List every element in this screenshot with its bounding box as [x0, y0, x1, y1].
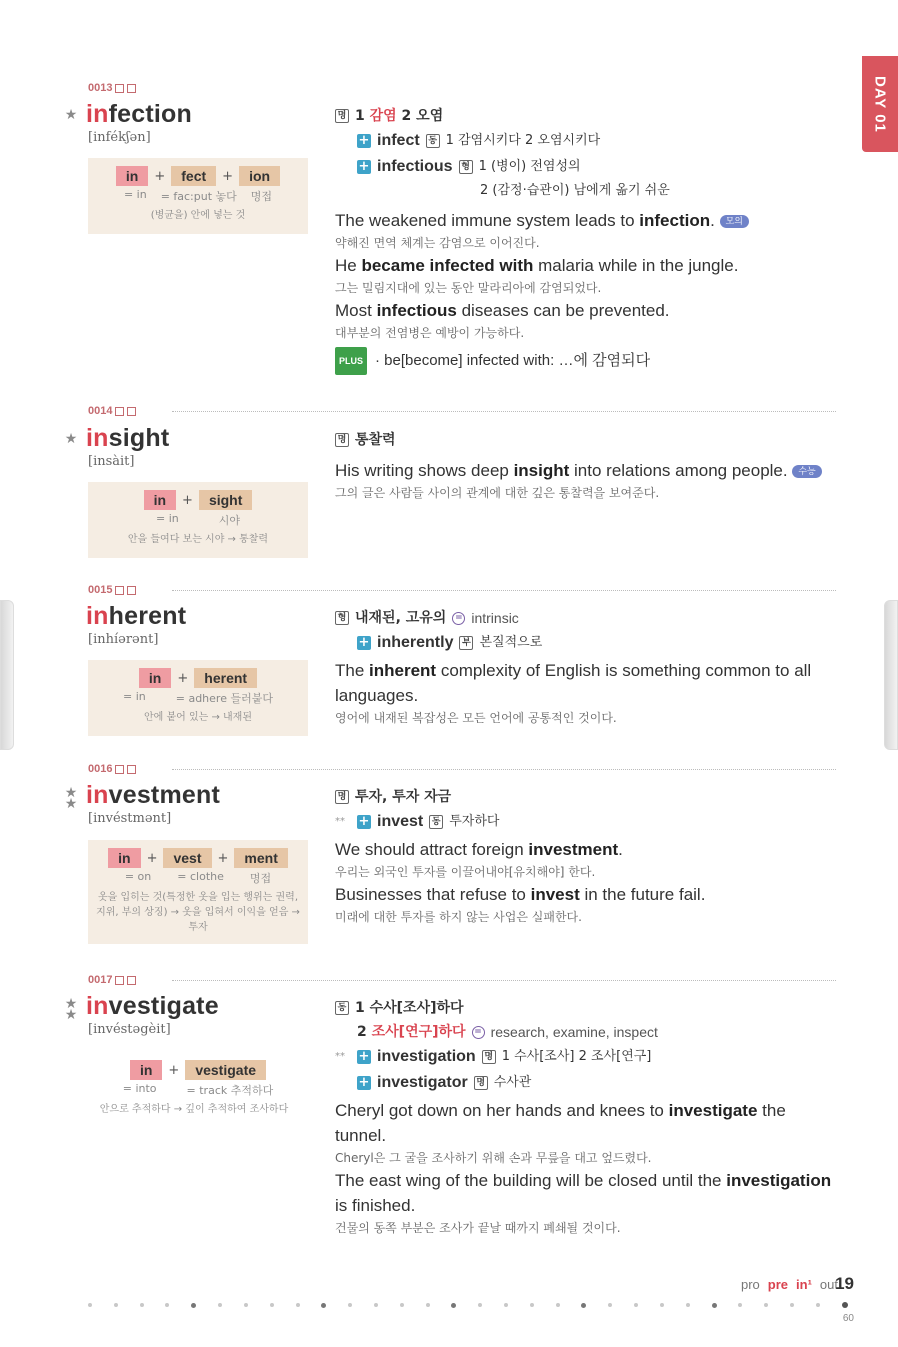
morpheme-root: fect [171, 166, 216, 186]
example-sentence: The inherent complexity of English is something common to all languages. [335, 661, 812, 705]
progress-dot [451, 1303, 456, 1308]
synonym-icon: = [452, 612, 465, 625]
translation: 약해진 면역 체계는 감염으로 이어진다. [335, 236, 540, 250]
translation: 우리는 외국인 투자를 이끌어내야[유치해야] 한다. [335, 865, 596, 879]
derivative: + investigator 명 수사관 [358, 1074, 532, 1091]
checkbox[interactable] [115, 976, 124, 985]
definition: 형 내재된, 고유의 = intrinsic [335, 606, 840, 630]
progress-dot [296, 1303, 300, 1307]
example-sentence: The weakened immune system leads to infection. 모의 [335, 208, 840, 233]
definition-column [335, 996, 840, 1238]
checkbox[interactable] [115, 407, 124, 416]
definition: 명 투자, 투자 자금 [335, 785, 840, 809]
entry-number: 0016 [88, 763, 136, 775]
headword: investment [86, 781, 220, 809]
definition-column: 명 1 감염 2 오염 + infect 동 1 감염시키다 2 오염시키다 + infectious 형 1 (병이) 전염성의 2 (감정·습관이) 남에게 옮기 쉬운 The weakened immune system leads to infection. 모의 약해진 면역 체계는 감염으로 이어진다. He became infected with malaria while in the jungle. 그는 밀림지대에 있는 동안 말라리아에 감염되었다. Most infectious diseases can be prevented. 대부분의 전염병은 예방이 가능하다. PLUS · be[become] infected with: …에 감염되다 [335, 104, 840, 375]
progress-dot [165, 1303, 169, 1307]
day-label: DAY 01 [871, 75, 889, 133]
morpheme-note: (병균을) 안에 넣는 것 [150, 210, 246, 221]
pronunciation: [invéstəgèit] [88, 1022, 171, 1037]
headword: insight [86, 424, 170, 452]
headword: investigate [86, 992, 219, 1020]
sub-page-number: 60 [842, 1313, 854, 1324]
checkbox[interactable] [127, 586, 136, 595]
progress-dot [842, 1302, 848, 1308]
definition-column [335, 785, 840, 927]
example-sentence: Businesses that refuse to invest in the future fail. [335, 885, 706, 904]
definition-column [335, 428, 840, 503]
checkbox[interactable] [127, 84, 136, 93]
progress-dot [530, 1303, 534, 1307]
plus-icon: + [358, 635, 370, 650]
morpheme-prefix: in [116, 166, 148, 186]
pronunciation: [inhíərənt] [88, 632, 159, 647]
example-sentence: He became infected with malaria while in the jungle. [335, 256, 739, 275]
progress-dot [686, 1303, 690, 1307]
morpheme-box: in + fect + ion = in = fac:put 놓다 명접 (병균을) 안에 넣는 것 [88, 158, 308, 234]
morpheme-suffix: ion [239, 166, 280, 186]
derivative: + inherently 부 본질적으로 [358, 634, 543, 651]
derivative: + infectious 형 1 (병이) 전염성의 [358, 158, 581, 175]
progress-dot [140, 1303, 144, 1307]
page-number: 19 [835, 1274, 854, 1293]
pronunciation: [invéstmənt] [88, 811, 172, 826]
progress-dot [764, 1303, 768, 1307]
importance-stars: ★ [64, 107, 78, 123]
plus-icon: + [358, 133, 370, 148]
checkbox[interactable] [115, 84, 124, 93]
example-sentence: We should attract foreign investment. [335, 840, 623, 859]
definition: 동 1 수사[조사]하다 [335, 996, 840, 1020]
example-sentence: Most infectious diseases can be prevented. [335, 301, 670, 320]
progress-dot [660, 1303, 664, 1307]
divider [172, 980, 836, 981]
headword: infection [86, 100, 192, 128]
synonym-icon: = [472, 1026, 485, 1039]
progress-dot [114, 1303, 118, 1307]
progress-dot [581, 1303, 586, 1308]
footer-word[interactable]: out [819, 1277, 838, 1292]
plus-note: PLUS · be[become] infected with: …에 감염되다 [335, 347, 840, 375]
morpheme-box: in + vestigate = into = track 추적하다 안으로 추적하다 → 깊이 추적하여 조사하다 [99, 1062, 289, 1115]
day-tab[interactable] [862, 56, 898, 152]
entry-number: 0017 [88, 974, 136, 986]
footer-word-current[interactable]: in¹ [796, 1277, 812, 1292]
progress-dot [270, 1303, 274, 1307]
example-sentence: Cheryl got down on her hands and knees to investigate the tunnel. [335, 1101, 786, 1145]
definition: 명 통찰력 [335, 428, 840, 452]
example-sentence: His writing shows deep insight into relations among people. 수능 [335, 458, 840, 483]
progress-dot [426, 1303, 430, 1307]
progress-dot [504, 1303, 508, 1307]
importance-stars: ★★ [64, 996, 78, 1023]
progress-dot [608, 1303, 612, 1307]
morpheme-box: in + sight = in 시야 안을 들여다 보는 시야 → 통찰력 [88, 482, 308, 558]
definition-column [335, 606, 840, 728]
example-sentence: The east wing of the building will be closed until the investigation is finished. [335, 1171, 832, 1215]
entry-number: 0013 [88, 82, 136, 94]
progress-dot [244, 1303, 248, 1307]
progress-dot [816, 1303, 820, 1307]
headword: inherent [86, 602, 187, 630]
translation: 미래에 대한 투자를 하지 않는 사업은 실패한다. [335, 910, 582, 924]
translation: 그는 밀림지대에 있는 동안 말라리아에 감염되었다. [335, 281, 602, 295]
entry-number: 0015 [88, 584, 136, 596]
translation: 영어에 내재된 복잡성은 모든 언어에 공통적인 것이다. [335, 711, 617, 725]
divider [172, 411, 836, 412]
translation: 건물의 동쪽 부분은 조사가 끝날 때까지 폐쇄될 것이다. [335, 1221, 621, 1235]
definition: 명 1 감염 2 오염 [335, 104, 840, 128]
footer-nav [741, 1277, 838, 1292]
progress-dot [634, 1303, 638, 1307]
progress-dot [790, 1303, 794, 1307]
footer-word[interactable]: pro [741, 1277, 760, 1292]
divider [172, 590, 836, 591]
progress-dot [738, 1303, 742, 1307]
progress-dot [478, 1303, 482, 1307]
progress-dot [400, 1303, 404, 1307]
translation: 그의 글은 사람들 사이의 관계에 대한 깊은 통찰력을 보여준다. [335, 486, 660, 500]
progress-dot [218, 1303, 222, 1307]
checkbox[interactable] [127, 765, 136, 774]
checkbox[interactable] [127, 407, 136, 416]
pronunciation: [infékʃən] [88, 130, 151, 145]
checkbox[interactable] [115, 765, 124, 774]
progress-dot [88, 1303, 92, 1307]
progress-dot [556, 1303, 560, 1307]
footer-word-current[interactable]: pre [767, 1277, 789, 1292]
definition: 2 조사[연구]하다 = research, examine, inspect [357, 1024, 658, 1040]
plus-icon: + [358, 1075, 370, 1090]
importance-stars: ★★ [64, 785, 78, 812]
progress-dot [374, 1303, 378, 1307]
progress-dot [321, 1303, 326, 1308]
right-page-tab[interactable] [884, 600, 898, 750]
progress-dot [712, 1303, 717, 1308]
divider [172, 769, 836, 770]
plus-icon: + [358, 814, 370, 829]
derivative: + infect 동 1 감염시키다 2 오염시키다 [358, 132, 601, 149]
morpheme-box: in + vest + ment = on = clothe 명접 옷을 입히는 것(특정한 옷을 입는 행위는 권력, 지위, 부의 상징) → 옷을 입혀서 이익을 얻음 → 투자 [88, 840, 308, 944]
translation: Cheryl은 그 굴을 조사하기 위해 손과 무릎을 대고 엎드렸다. [335, 1151, 652, 1165]
entry-number: 0014 [88, 405, 136, 417]
pronunciation: [insàit] [88, 454, 135, 469]
plus-icon: + [358, 1049, 370, 1064]
morpheme-box: in + herent = in = adhere 들러붙다 안에 붙어 있는 → 내재된 [88, 660, 308, 736]
left-page-tab[interactable] [0, 600, 14, 750]
source-badge: 모의 [720, 215, 749, 228]
checkbox[interactable] [127, 976, 136, 985]
derivative: ** + investigation 명 1 수사[조사] 2 조사[연구] [335, 1048, 652, 1065]
importance-stars: ★ [64, 431, 78, 447]
checkbox[interactable] [115, 586, 124, 595]
translation: 대부분의 전염병은 예방이 가능하다. [335, 326, 525, 340]
progress-dots [88, 1302, 848, 1308]
progress-dot [348, 1303, 352, 1307]
progress-dot [191, 1303, 196, 1308]
plus-icon: + [358, 159, 370, 174]
derivative: ** + invest 동 투자하다 [335, 813, 500, 830]
